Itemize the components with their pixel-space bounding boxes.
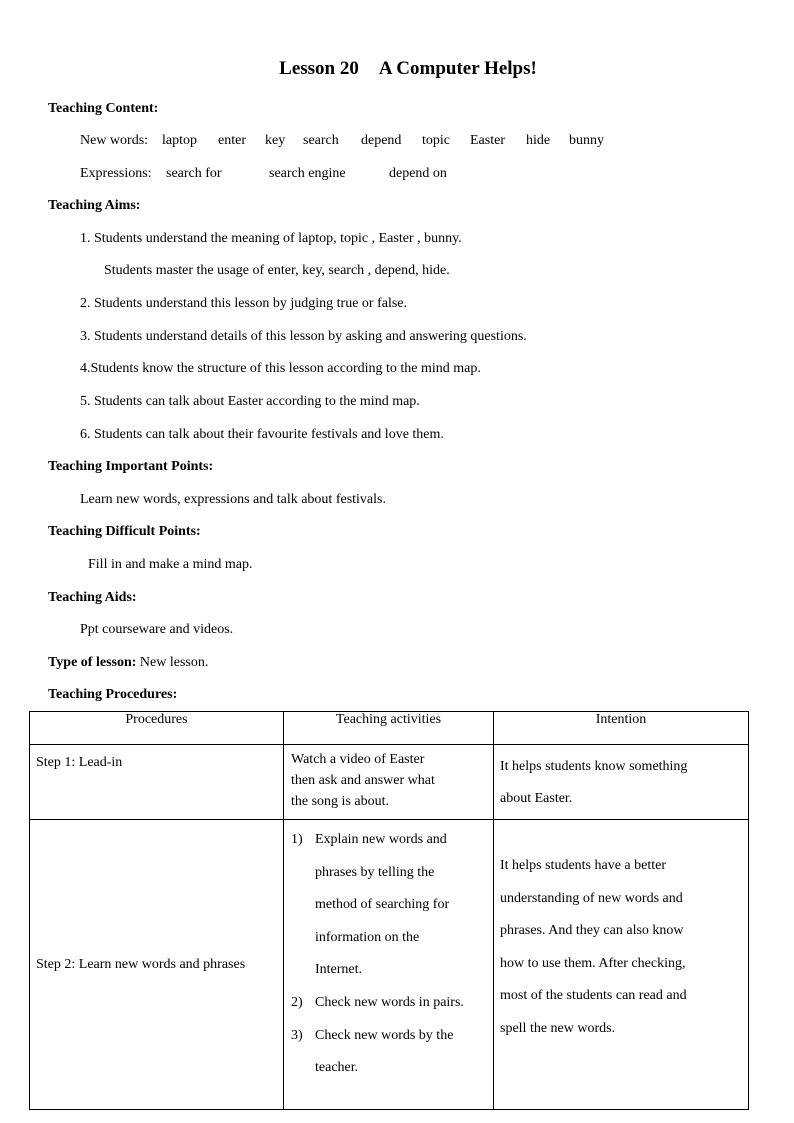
aim-item: 2. Students understand this lesson by judging true or false. [80,296,408,311]
activity-line: then ask and answer what [291,773,435,788]
teaching-aids-text: Ppt courseware and videos. [80,622,234,637]
activity-item [291,1020,493,1085]
teaching-aids-heading: Teaching Aids: [48,590,137,605]
expressions-line [80,165,447,183]
aim-item: 6. Students can talk about their favourite festivals and love them. [80,427,444,442]
page-title [0,58,794,80]
word-item: depend [361,133,402,148]
activity-line: method of searching for [315,897,450,913]
type-of-lesson-label: Type of lesson: [48,655,137,670]
teaching-aims-heading: Teaching Aims: [48,198,141,213]
aim-item: 1. Students understand the meaning of laptop, topic , Easter , bunny. [80,231,462,246]
table-row [30,745,749,820]
column-header: Intention [494,712,749,745]
difficult-points-text: Fill in and make a mind map. [88,557,253,572]
activity-line: information on the [315,929,420,945]
intention-line: understanding of new words and [500,890,683,906]
aim-item: 5. Students can talk about Easter according to the mind map. [80,394,420,409]
activities-cell [284,745,494,820]
intention-cell [494,820,749,1110]
important-points-heading: Teaching Important Points: [48,459,214,474]
activity-line: Check new words by the [315,1027,454,1043]
expression-item: search engine [269,166,346,181]
intention-line: spell the new words. [500,1020,616,1036]
intention-line: It helps students have a better [500,858,667,873]
activity-item [291,824,493,987]
activity-line: Check new words in pairs. [315,994,464,1010]
table-header-row [30,712,749,745]
word-item: Easter [470,133,505,148]
activities-list [284,820,493,1085]
activity-number: 3) [291,1027,303,1043]
intention-line: how to use them. After checking, [500,955,686,971]
type-of-lesson [48,654,208,672]
aim-item: Students master the usage of enter, key, search , depend, hide. [104,263,450,278]
aim-item: 4.Students know the structure of this lesson according to the mind map. [80,361,481,376]
word-item: topic [422,133,450,148]
activity-line: Internet. [315,962,363,978]
expression-item: depend on [389,166,447,181]
procedure-cell: Step 1: Lead-in [30,745,284,820]
activity-item [291,987,493,1020]
word-item: key [265,133,286,148]
aim-item: 3. Students understand details of this lesson by asking and answering questions. [80,329,527,344]
intention-cell [494,745,749,820]
procedure-cell: Step 2: Learn new words and phrases [30,820,284,1110]
word-item: enter [218,133,246,148]
activity-line: Watch a video of Easter [291,752,425,767]
word-item: hide [526,133,551,148]
new-words-label: New words: [80,133,149,148]
teaching-content-heading: Teaching Content: [48,101,159,116]
activity-number: 2) [291,994,303,1010]
column-header: Procedures [30,712,284,745]
activity-line: Explain new words and [315,832,447,847]
expression-item: search for [166,166,222,181]
new-words-line [80,132,604,150]
lesson-name: A Computer Helps! [378,58,537,79]
activities-cell [284,820,494,1110]
column-header: Teaching activities [284,712,494,745]
word-item: bunny [569,133,604,148]
lesson-number: Lesson 20 [279,58,359,79]
word-item: search [303,133,339,148]
procedures-table [29,711,749,1110]
table-row [30,820,749,1110]
important-points-text: Learn new words, expressions and talk about festivals. [80,492,386,507]
teaching-procedures-heading: Teaching Procedures: [48,687,178,702]
word-item: laptop [162,133,197,148]
activity-line: teacher. [315,1060,359,1076]
type-of-lesson-value: New lesson. [139,655,209,670]
intention-line: phrases. And they can also know [500,923,684,939]
activity-number: 1) [291,832,303,847]
activity-line: the song is about. [291,794,389,809]
activity-line: phrases by telling the [315,864,435,880]
difficult-points-heading: Teaching Difficult Points: [48,524,201,539]
intention-line: most of the students can read and [500,988,687,1004]
expressions-label: Expressions: [80,166,152,181]
intention-line: It helps students know something [500,759,688,774]
intention-line: about Easter. [500,791,573,806]
